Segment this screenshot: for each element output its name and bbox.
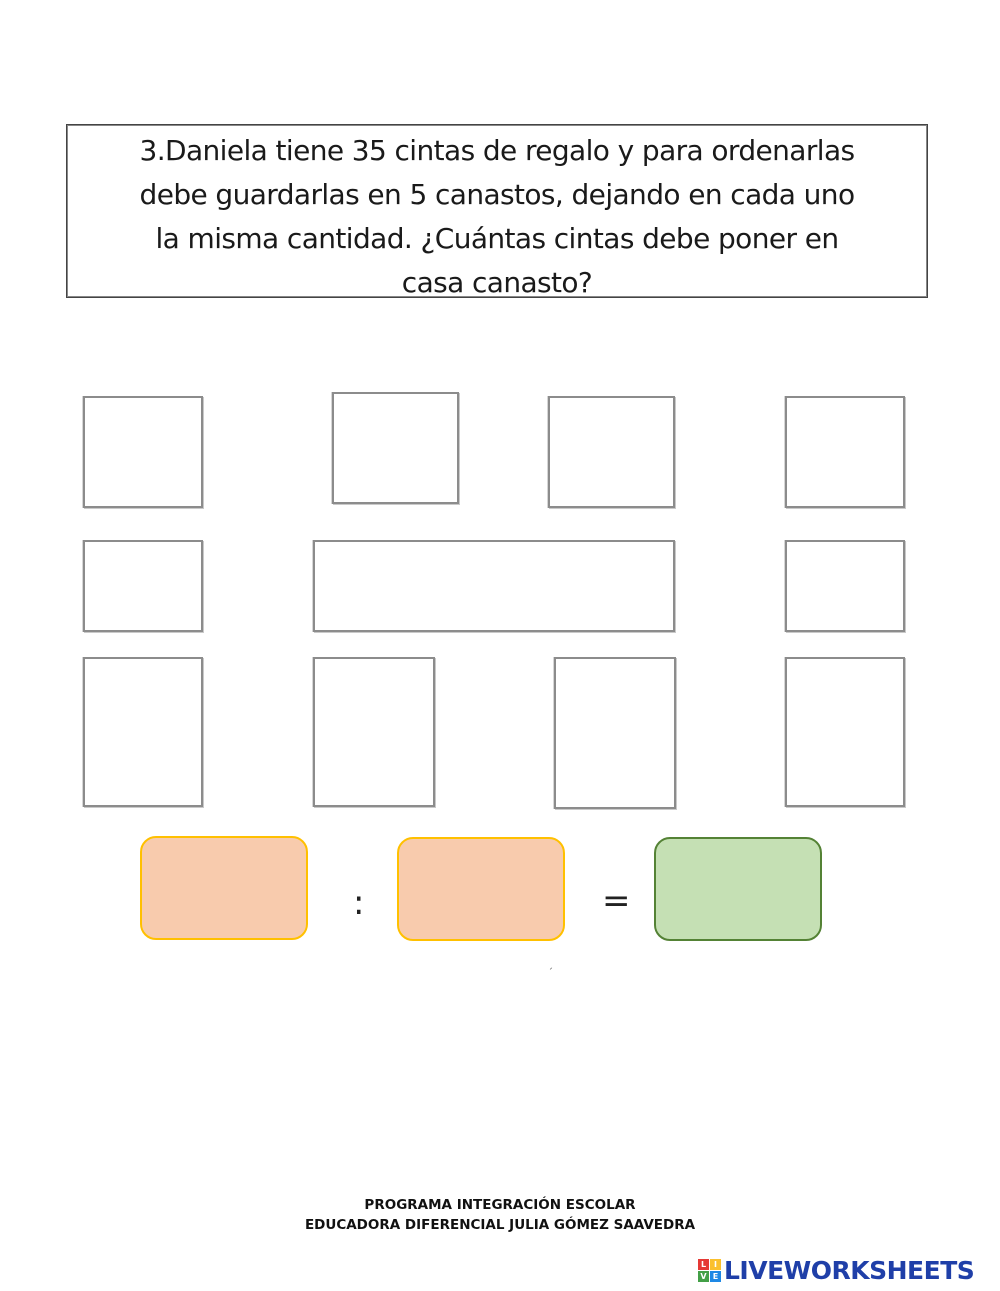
problem-statement-box bbox=[66, 124, 928, 298]
answer-box-r2-c4[interactable] bbox=[785, 540, 905, 632]
logo-letter-l: L bbox=[698, 1259, 709, 1270]
liveworksheets-logo-icon bbox=[698, 1259, 721, 1282]
footer-line-program: PROGRAMA INTEGRACIÓN ESCOLAR bbox=[364, 1197, 636, 1213]
answer-box-r3-c1[interactable] bbox=[83, 657, 203, 807]
stray-mark: ˏ bbox=[548, 959, 553, 970]
brand-name: LIVEWORKSHEETS bbox=[724, 1255, 975, 1285]
answer-box-r2-wide[interactable] bbox=[313, 540, 675, 632]
problem-text: 3.Daniela tiene 35 cintas de regalo y para ordenarlas debe guardarlas en 5 canastos, dejando en cada uno la misma cantidad. ¿Cuántas cintas debe poner en casa canasto? bbox=[139, 134, 855, 299]
answer-box-r3-c3[interactable] bbox=[554, 657, 676, 809]
answer-box-r1-c1[interactable] bbox=[83, 396, 203, 508]
answer-box-r3-c2[interactable] bbox=[313, 657, 435, 807]
footer-credits bbox=[0, 1195, 1000, 1235]
result-input-box[interactable] bbox=[654, 837, 822, 941]
answer-box-r1-c2[interactable] bbox=[332, 392, 459, 504]
dividend-input-box[interactable] bbox=[140, 836, 308, 940]
answer-box-r1-c4[interactable] bbox=[785, 396, 905, 508]
answer-box-r2-c1[interactable] bbox=[83, 540, 203, 632]
logo-letter-i: I bbox=[710, 1259, 721, 1270]
divide-symbol: : bbox=[353, 883, 365, 923]
footer-line-educator: EDUCADORA DIFERENCIAL JULIA GÓMEZ SAAVEDRA bbox=[304, 1217, 696, 1233]
logo-letter-v: V bbox=[698, 1271, 709, 1282]
answer-box-r1-c3[interactable] bbox=[548, 396, 675, 508]
divisor-input-box[interactable] bbox=[397, 837, 565, 941]
equals-symbol: = bbox=[602, 881, 631, 921]
logo-letter-e: E bbox=[710, 1271, 721, 1282]
liveworksheets-brand bbox=[698, 1254, 974, 1286]
answer-box-r3-c4[interactable] bbox=[785, 657, 905, 807]
